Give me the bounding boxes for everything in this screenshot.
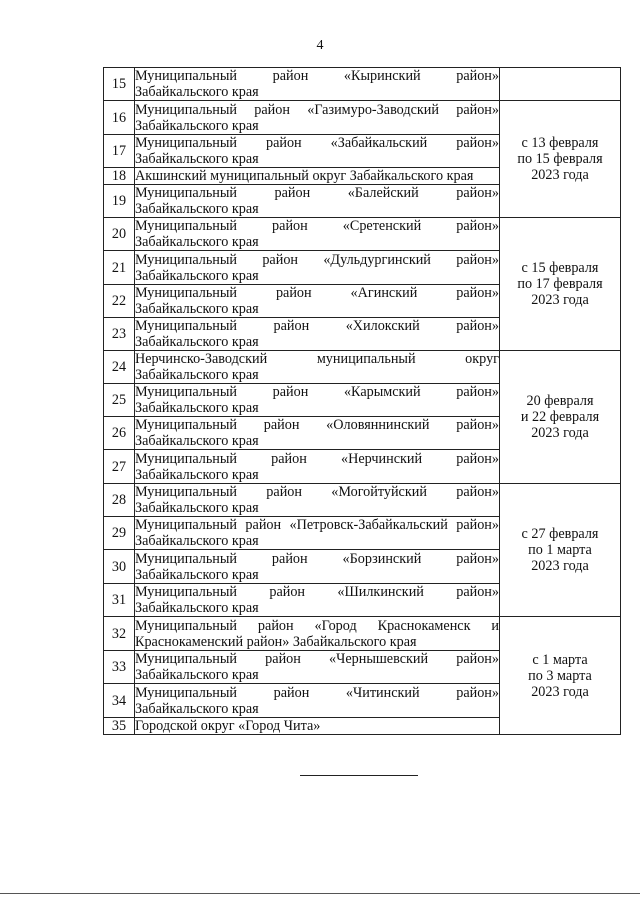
municipality-name bbox=[135, 517, 500, 550]
row-number: 17 bbox=[104, 135, 135, 168]
municipality-name-line2: Забайкальского края bbox=[135, 267, 259, 284]
municipality-name-line1: Муниципальный район «Шилкинский район» bbox=[135, 584, 499, 600]
municipality-name-line2: Забайкальского края bbox=[135, 334, 259, 350]
schedule-period-text: с 1 марта по 3 марта 2023 года bbox=[528, 651, 592, 700]
municipality-name-line2: Забайкальского края bbox=[135, 700, 259, 717]
municipality-name-line1: Городской округ «Город Чита» bbox=[135, 718, 321, 734]
municipality-name-line1: Муниципальный район «Борзинский район» bbox=[135, 550, 499, 567]
municipality-name-line2: Забайкальского края bbox=[135, 151, 259, 167]
municipality-name bbox=[135, 617, 500, 651]
municipality-name-line1: Нерчинско-Заводский муниципальный округ bbox=[135, 351, 499, 367]
municipality-name-line1: Муниципальный район «Оловяннинский район» bbox=[135, 417, 499, 433]
municipality-name bbox=[135, 185, 500, 218]
municipality-name-line1: Муниципальный район «Могойтуйский район» bbox=[135, 484, 499, 500]
row-number: 22 bbox=[104, 285, 135, 318]
municipality-name bbox=[135, 251, 500, 285]
row-number: 31 bbox=[104, 584, 135, 617]
row-number: 35 bbox=[104, 718, 135, 735]
municipality-name bbox=[135, 651, 500, 684]
row-number: 28 bbox=[104, 484, 135, 517]
row-number: 16 bbox=[104, 101, 135, 135]
municipality-name bbox=[135, 450, 500, 484]
table-row bbox=[104, 617, 621, 651]
municipality-name-line2: Забайкальского края bbox=[135, 433, 259, 449]
row-number: 15 bbox=[104, 68, 135, 101]
schedule-period bbox=[500, 218, 621, 351]
municipality-name-line2: Забайкальского края bbox=[135, 500, 259, 516]
municipality-name-line1: Муниципальный район «Дульдургинский район» bbox=[135, 251, 499, 268]
municipality-name bbox=[135, 218, 500, 251]
schedule-period bbox=[500, 484, 621, 617]
municipality-name bbox=[135, 351, 500, 384]
municipality-name-line2: Забайкальского края bbox=[135, 566, 259, 583]
schedule-period-text: с 27 февраля по 1 марта 2023 года bbox=[521, 526, 599, 574]
municipality-name bbox=[135, 285, 500, 318]
schedule-period bbox=[500, 101, 621, 218]
municipality-name bbox=[135, 68, 500, 101]
table-row bbox=[104, 351, 621, 384]
schedule-period-text: 20 февраля и 22 февраля 2023 года bbox=[520, 393, 600, 441]
municipality-name bbox=[135, 584, 500, 617]
row-number: 26 bbox=[104, 417, 135, 450]
schedule-period bbox=[500, 351, 621, 484]
municipality-name bbox=[135, 417, 500, 450]
municipality-name-line2: Забайкальского края bbox=[135, 533, 259, 549]
row-number: 34 bbox=[104, 684, 135, 718]
municipality-name-line2: Забайкальского края bbox=[135, 400, 259, 416]
schedule-table-body bbox=[104, 68, 621, 735]
municipality-name-line1: Муниципальный район «Забайкальский район» bbox=[135, 135, 499, 151]
municipality-name bbox=[135, 550, 500, 584]
closing-rule bbox=[300, 775, 418, 776]
row-number: 25 bbox=[104, 384, 135, 417]
municipality-name bbox=[135, 318, 500, 351]
municipality-name-line2: Забайкальского края bbox=[135, 117, 259, 134]
municipality-name-line2: Забайкальского края bbox=[135, 667, 259, 683]
municipality-name-line1: Муниципальный район «Чернышевский район» bbox=[135, 651, 499, 667]
municipality-name-line2: Краснокаменский район» Забайкальского края bbox=[135, 633, 417, 650]
municipality-name-line2: Забайкальского края bbox=[135, 600, 259, 616]
municipality-name-line1: Акшинский муниципальный округ Забайкальского края bbox=[135, 168, 474, 184]
municipality-name-line2: Забайкальского края bbox=[135, 234, 259, 250]
schedule-period-text: с 15 февраля по 17 февраля 2023 года bbox=[517, 260, 603, 308]
municipality-name-line1: Муниципальный район «Карымский район» bbox=[135, 384, 499, 400]
row-number: 23 bbox=[104, 318, 135, 351]
municipality-name-line1: Муниципальный район «Сретенский район» bbox=[135, 218, 499, 234]
row-number: 20 bbox=[104, 218, 135, 251]
municipality-name-line1: Муниципальный район «Кыринский район» bbox=[135, 68, 499, 84]
municipality-name-line2: Забайкальского края bbox=[135, 301, 259, 317]
municipality-name-line1: Муниципальный район «Газимуро-Заводский район» bbox=[135, 101, 499, 118]
schedule-period bbox=[500, 617, 621, 735]
municipality-name bbox=[135, 684, 500, 718]
municipality-name-line2: Забайкальского края bbox=[135, 466, 259, 483]
row-number: 18 bbox=[104, 168, 135, 185]
row-number: 30 bbox=[104, 550, 135, 584]
municipality-name bbox=[135, 484, 500, 517]
municipality-name-line1: Муниципальный район «Агинский район» bbox=[135, 285, 499, 301]
row-number: 21 bbox=[104, 251, 135, 285]
municipality-name-line1: Муниципальный район «Петровск-Забайкальский район» bbox=[135, 517, 499, 533]
schedule-period-text: с 13 февраля по 15 февраля 2023 года bbox=[517, 135, 603, 183]
municipality-name-line1: Муниципальный район «Город Краснокаменск и bbox=[135, 617, 499, 634]
municipality-name bbox=[135, 101, 500, 135]
schedule-table bbox=[103, 67, 621, 735]
row-number: 33 bbox=[104, 651, 135, 684]
municipality-name-line1: Муниципальный район «Читинский район» bbox=[135, 684, 499, 701]
table-row bbox=[104, 68, 621, 101]
row-number: 24 bbox=[104, 351, 135, 384]
schedule-period bbox=[500, 68, 621, 101]
table-row bbox=[104, 484, 621, 517]
page-bottom-line bbox=[0, 893, 640, 894]
row-number: 19 bbox=[104, 185, 135, 218]
municipality-name bbox=[135, 384, 500, 417]
page-number: 4 bbox=[316, 38, 324, 53]
municipality-name-line2: Забайкальского края bbox=[135, 367, 259, 383]
row-number: 27 bbox=[104, 450, 135, 484]
table-row bbox=[104, 101, 621, 135]
municipality-name-line1: Муниципальный район «Балейский район» bbox=[135, 185, 499, 201]
municipality-name-line2: Забайкальского края bbox=[135, 201, 259, 217]
municipality-name-line1: Муниципальный район «Хилокский район» bbox=[135, 318, 499, 334]
row-number: 32 bbox=[104, 617, 135, 651]
municipality-name bbox=[135, 718, 500, 735]
municipality-name bbox=[135, 168, 500, 185]
municipality-name-line1: Муниципальный район «Нерчинский район» bbox=[135, 450, 499, 467]
municipality-name-line2: Забайкальского края bbox=[135, 84, 259, 100]
row-number: 29 bbox=[104, 517, 135, 550]
municipality-name bbox=[135, 135, 500, 168]
table-row bbox=[104, 218, 621, 251]
